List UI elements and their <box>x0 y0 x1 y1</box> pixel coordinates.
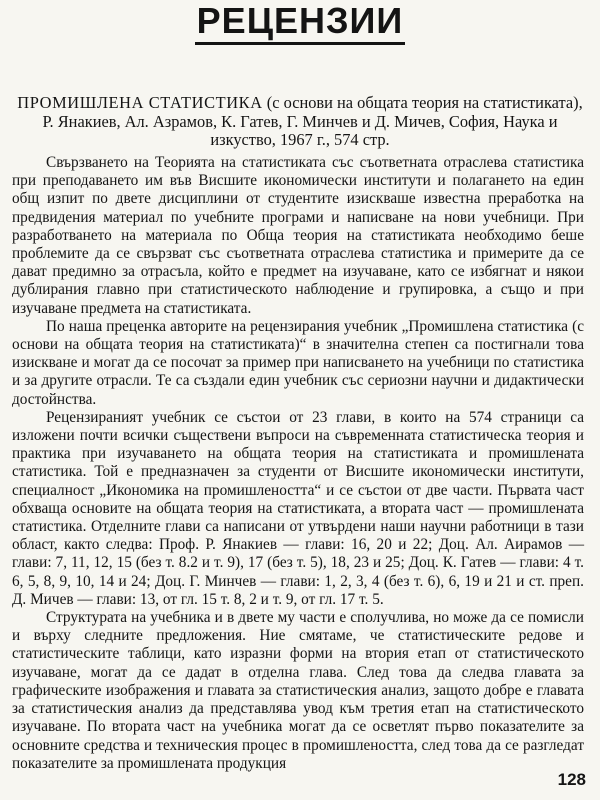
review-body <box>12 154 584 773</box>
paragraph-1: Свързването на Теорията на статистиката със съответната отраслева статистика при преподаването им във Висшите икономически институти и полагането на един общ изпит по двете дисциплини от студентите изискваше известна преработка на предвидения материал по учебните програми и написване на нови учебници. При разработването на материала по Обща теория на статистиката необходимо беше проблемите да се свързват със съответната отраслева статистика и примерите да се дават предимно за отрасъла, който е предмет на изучаване, като се избягнат и някои дублирания главно при статистическото наблюдение и групировка, а също и при изучаване предмета на статистиката. <box>12 154 584 317</box>
paragraph-3: Рецензираният учебник се състои от 23 глави, в които на 574 страници са изложени почти всички съществени въпроси на съвременната статистическа теория и практика при изучаването на общата теория на статистиката и промишлената статистика. Той е предназначен за студенти от Висшите икономически институти, специалност „Икономика на промишлеността“ и се състои от две части. Първата част обхваща основите на общата теория на статистиката, а втората част — промишлената статистика. Отделните глави са написани от утвърдени наши научни работници в тази област, както следва: Проф. Р. Янакиев — глави: 16, 20 и 22; Доц. Ал. Аирамов — глави: 7, 11, 12, 15 (без т. 8.2 и т. 9), 17 (без т. 5), 18, 23 и 25; Доц. К. Гатев — глави: 4 т. 6, 5, 8, 9, 10, 14 и 24; Доц. Г. Минчев — глави: 1, 2, 3, 4 (без т. 6), 6, 19 и 21 и ст. преп. Д. Мичев — глави: 13, от гл. 15 т. 8, 2 и т. 9, от гл. 17 т. 5. <box>12 408 584 608</box>
paragraph-4: Структурата на учебника и в двете му части е сполучлива, но може да се помисли и върху следните предложения. Ние смятаме, че статистическите редове и статистическите таблици, като изразни форми на втория етап от статистическото изучаване, могат да се дадат в отделна глава. След това да следва главата за графическите изображения и главата за статистическия анализ, защото добре е главата за статистическия анализ да представлява увод към третия етап на статистическото изучаване. По втората част на учебника могат да се осветлят първо показателите за основните средства и техническия процес в промишлеността, след това да се разгледат показателите за промишлената продукция <box>12 609 584 772</box>
section-heading <box>0 2 600 45</box>
book-citation <box>12 94 588 150</box>
book-title: ПРОМИШЛЕНА СТАТИСТИКА <box>17 93 263 112</box>
book-details: (с основи на общата теория на статистиката), Р. Янакиев, Ал. Азрамов, К. Гатев, Г. Минчев и Д. Мичев, София, Наука и изкуство, 1967 г., 574 стр. <box>42 93 583 149</box>
paragraph-2: По наша преценка авторите на рецензирания учебник „Промишлена статистика (с основи на общата теория на статистиката)“ в значителна степен са постигнали това изискване и могат да се посочат за пример при написването на учебници по статистика и за другите отрасли. Те са създали един учебник със сериозни научни и дидактически достойнства. <box>12 317 584 408</box>
page-number: 128 <box>557 770 586 789</box>
section-heading-text: РЕЦЕНЗИИ <box>195 2 406 45</box>
